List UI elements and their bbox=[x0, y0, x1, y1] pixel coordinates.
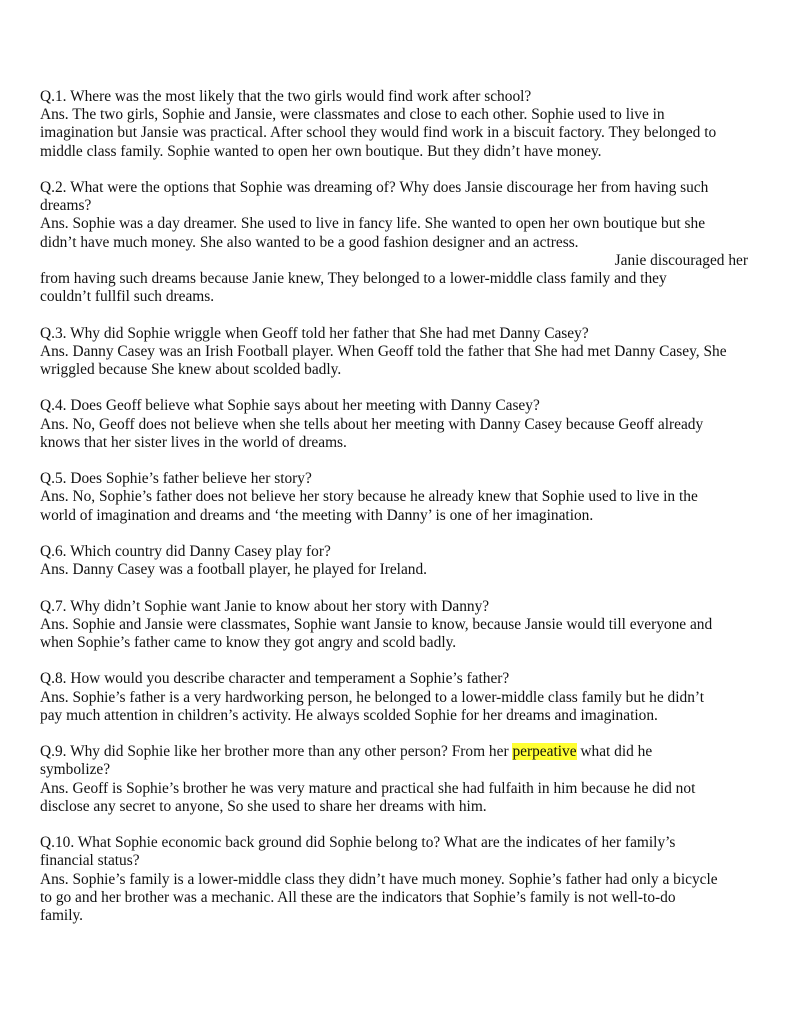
answer-text: Ans. Sophie and Jansie were classmates, Sophie want Jansie to know, because Jansie would till everyone and bbox=[40, 615, 713, 633]
answer-text: pay much attention in children’s activity. He always scolded Sophie for her dreams and imagination. bbox=[40, 706, 658, 724]
answer-text: from having such dreams because Janie knew, They belonged to a lower-middle class family and they bbox=[40, 270, 667, 288]
answer-text: Ans. The two girls, Sophie and Jansie, were classmates and close to each other. Sophie used to live in bbox=[40, 106, 665, 124]
answer-text: Ans. No, Sophie’s father does not believe her story because he already knew that Sophie used to live in the bbox=[40, 488, 698, 506]
answer-text: family. bbox=[40, 907, 84, 924]
question-text: dreams? bbox=[40, 197, 92, 215]
answer-text: Ans. Sophie’s family is a lower-middle class they didn’t have much money. Sophie’s father had only a bicycle bbox=[40, 870, 718, 888]
answer-text: imagination but Jansie was practical. After school they would find work in a biscuit factory. They belonged to bbox=[40, 124, 717, 142]
question-text: Q.7. Why didn’t Sophie want Janie to know about her story with Danny? bbox=[40, 597, 490, 615]
question-text: financial status? bbox=[40, 852, 140, 870]
question-text-part: what did he bbox=[576, 743, 653, 761]
answer-text: Janie discouraged her bbox=[614, 251, 748, 269]
answer-text: Ans. No, Geoff does not believe when she tells about her meeting with Danny Casey because Geoff already bbox=[40, 415, 704, 433]
question-block-7 bbox=[40, 598, 760, 653]
question-block-8 bbox=[40, 670, 760, 725]
question-block-2 bbox=[40, 179, 760, 306]
question-block-3 bbox=[40, 325, 760, 380]
answer-text: knows that her sister lives in the world of dreams. bbox=[40, 433, 347, 451]
answer-text: disclose any secret to anyone, So she used to share her dreams with him. bbox=[40, 797, 487, 815]
question-block-5 bbox=[40, 470, 760, 525]
question-block-1 bbox=[40, 88, 760, 161]
question-block-6 bbox=[40, 543, 760, 579]
answer-text: couldn’t fullfil such dreams. bbox=[40, 288, 215, 306]
question-text: Q.10. What Sophie economic back ground did Sophie belong to? What are the indicates of her family’s bbox=[40, 834, 676, 852]
answer-text: to go and her brother was a mechanic. All these are the indicators that Sophie’s family is not well-to-do bbox=[40, 888, 676, 906]
question-text: Q.5. Does Sophie’s father believe her story? bbox=[40, 470, 312, 488]
question-block-4 bbox=[40, 397, 760, 452]
answer-text: didn’t have much money. She also wanted to be a good fashion designer and an actress. bbox=[40, 233, 579, 251]
question-text: symbolize? bbox=[40, 761, 111, 779]
answer-text: Ans. Geoff is Sophie’s brother he was very mature and practical she had fulfaith in him because he did not bbox=[40, 779, 696, 797]
answer-text: wriggled because She knew about scolded badly. bbox=[40, 361, 342, 379]
question-text: Q.4. Does Geoff believe what Sophie says about her meeting with Danny Casey? bbox=[40, 397, 540, 415]
highlighted-word: perpeative bbox=[512, 743, 577, 761]
answer-text: when Sophie’s father came to know they got angry and scold badly. bbox=[40, 634, 457, 651]
document-page bbox=[40, 88, 760, 943]
question-text-part: Q.9. Why did Sophie like her brother more than any other person? From her bbox=[40, 743, 513, 761]
answer-text: world of imagination and dreams and ‘the meeting with Danny’ is one of her imagination. bbox=[40, 506, 594, 524]
answer-text: Ans. Danny Casey was a football player, he played for Ireland. bbox=[40, 561, 428, 579]
question-text: Q.2. What were the options that Sophie was dreaming of? Why does Jansie discourage her from having such bbox=[40, 179, 709, 196]
answer-text: middle class family. Sophie wanted to open her own boutique. But they didn’t have money. bbox=[40, 142, 602, 160]
answer-text: Ans. Sophie was a day dreamer. She used to live in fancy life. She wanted to open her own boutique but she bbox=[40, 215, 706, 233]
question-text: Q.6. Which country did Danny Casey play for? bbox=[40, 543, 331, 560]
question-text: Q.8. How would you describe character and temperament a Sophie’s father? bbox=[40, 670, 510, 688]
answer-text: Ans. Danny Casey was an Irish Football player. When Geoff told the father that She had met Danny Casey, She bbox=[40, 342, 727, 360]
question-text bbox=[40, 743, 760, 761]
answer-text: Ans. Sophie’s father is a very hardworking person, he belonged to a lower-middle class family but he didn’t bbox=[40, 688, 705, 706]
question-block-9 bbox=[40, 743, 760, 816]
question-text: Q.1. Where was the most likely that the two girls would find work after school? bbox=[40, 88, 532, 105]
question-text: Q.3. Why did Sophie wriggle when Geoff told her father that She had met Danny Casey? bbox=[40, 324, 589, 342]
question-block-10 bbox=[40, 834, 760, 925]
